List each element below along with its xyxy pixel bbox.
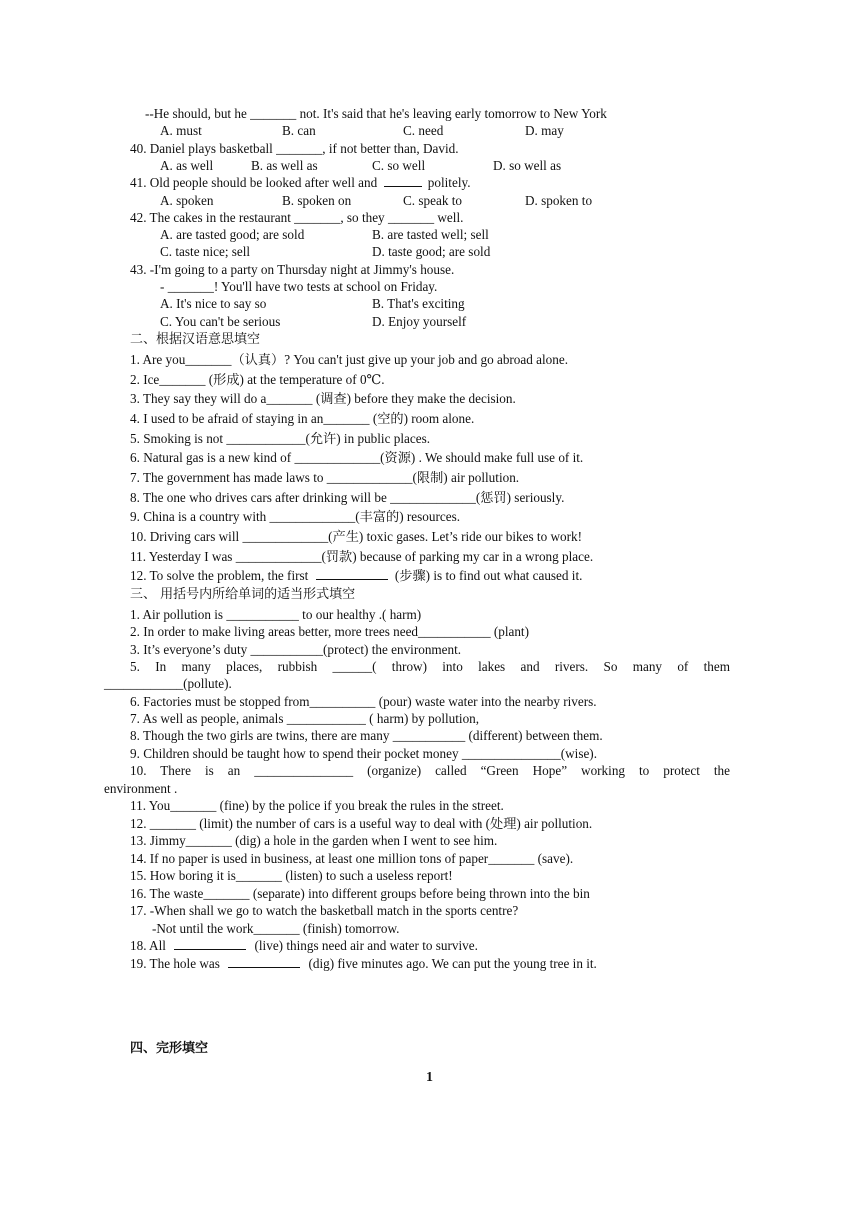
q41-text-before: 41. Old people should be looked after well and: [130, 175, 378, 190]
q43-line-1: 43. -I'm going to a party on Thursday night at Jimmy's house.: [130, 262, 455, 277]
q43-option-a: A. It's nice to say so: [160, 296, 267, 311]
sec2-item-10: 10. Driving cars will _____________(产生) toxic gases. Let’s ride our bikes to work!: [130, 529, 582, 544]
q39-line: --He should, but he _______ not. It's said that he's leaving early tomorrow to New York: [145, 106, 607, 121]
q41-text-after: politely.: [427, 175, 471, 190]
sec3-item-13: 13. Jimmy_______ (dig) a hole in the garden when I went to see him.: [130, 833, 498, 848]
q41-line: [130, 174, 471, 191]
sec3-item-15: 15. How boring it is_______ (listen) to such a useless report!: [130, 868, 453, 883]
sec3-item-3: 3. It’s everyone’s duty ___________(protect) the environment.: [130, 642, 462, 657]
sec2-item-11: 11. Yesterday I was _____________(罚款) because of parking my car in a wrong place.: [130, 549, 594, 564]
q42-option-d: D. taste good; are sold: [372, 244, 491, 259]
sec2-item-12-text-after: (步骤) is to find out what caused it.: [394, 568, 583, 583]
q41-blank[interactable]: [384, 174, 422, 187]
sec3-item-6: 6. Factories must be stopped from__________ (pour) waste water into the nearby rivers.: [130, 694, 597, 709]
sec3-item-8: 8. Though the two girls are twins, there are many ___________ (different) between them.: [130, 728, 603, 743]
q41-option-b: B. spoken on: [282, 193, 352, 208]
sec3-item-2: 2. In order to make living areas better, more trees need___________ (plant): [130, 624, 529, 639]
sec2-item-1: 1. Are you_______（认真）? You can't just give up your job and go abroad alone.: [130, 352, 568, 367]
q41-option-d: D. spoken to: [525, 193, 593, 208]
sec3-item-12: 12. _______ (limit) the number of cars is a useful way to deal with (处理) air pollution.: [130, 816, 593, 831]
q40-line: 40. Daniel plays basketball _______, if not better than, David.: [130, 141, 459, 156]
sec3-item-19: [130, 955, 597, 972]
sec3-item-9: 9. Children should be taught how to spend their pocket money _______________(wise).: [130, 746, 597, 761]
sec2-item-2: 2. Ice_______ (形成) at the temperature of 0℃.: [130, 372, 385, 387]
q40-option-c: C. so well: [372, 158, 426, 173]
q42-option-b: B. are tasted well; sell: [372, 227, 489, 242]
sec2-item-7: 7. The government has made laws to _____________(限制) air pollution.: [130, 470, 520, 485]
q42-option-a: A. are tasted good; are sold: [160, 227, 305, 242]
section-2-heading: 二、根据汉语意思填空: [130, 332, 261, 347]
sec3-item-16: 16. The waste_______ (separate) into different groups before being thrown into the bin: [130, 886, 590, 901]
sec3-item-10-line-1: 10. There is an _______________ (organize) called “Green Hope” working to protect the: [130, 763, 730, 778]
sec3-item-17-line-1: 17. -When shall we go to watch the basketball match in the sports centre?: [130, 903, 519, 918]
sec3-item-5-line-1: 5. In many places, rubbish ______( throw) into lakes and rivers. So many of them: [130, 659, 730, 674]
sec2-item-12: [130, 567, 582, 584]
sec3-item-18-text-before: 18. All: [130, 938, 166, 953]
q39-option-c: C. need: [403, 123, 444, 138]
section-3-heading: 三、 用括号内所给单词的适当形式填空: [130, 587, 356, 602]
sec3-item-18-blank[interactable]: [174, 937, 246, 950]
sec2-item-9: 9. China is a country with _____________(丰富的) resources.: [130, 509, 461, 524]
q42-option-c: C. taste nice; sell: [160, 244, 251, 259]
sec3-item-1: 1. Air pollution is ___________ to our healthy .( harm): [130, 607, 422, 622]
sec3-item-10-line-2: environment .: [104, 781, 178, 796]
sec2-item-8: 8. The one who drives cars after drinking will be _____________(惩罚) seriously.: [130, 490, 565, 505]
sec3-item-19-text-after: (dig) five minutes ago. We can put the young tree in it.: [308, 956, 597, 971]
q39-option-a: A. must: [160, 123, 202, 138]
q41-option-c: C. speak to: [403, 193, 462, 208]
q39-option-d: D. may: [525, 123, 564, 138]
sec3-item-18-text-after: (live) things need air and water to survive.: [254, 938, 478, 953]
q42-line: 42. The cakes in the restaurant _______, so they _______ well.: [130, 210, 464, 225]
q43-option-b: B. That's exciting: [372, 296, 465, 311]
q40-option-b: B. as well as: [251, 158, 318, 173]
q41-option-a: A. spoken: [160, 193, 214, 208]
section-4-heading: 四、完形填空: [130, 1041, 209, 1056]
sec3-item-14: 14. If no paper is used in business, at least one million tons of paper_______ (save).: [130, 851, 574, 866]
q43-line-2: - _______! You'll have two tests at school on Friday.: [160, 279, 438, 294]
sec3-item-19-text-before: 19. The hole was: [130, 956, 220, 971]
sec3-item-7: 7. As well as people, animals ____________ ( harm) by pollution,: [130, 711, 480, 726]
sec2-item-3: 3. They say they will do a_______ (调查) before they make the decision.: [130, 391, 516, 406]
sec2-item-5: 5. Smoking is not ____________(允许) in public places.: [130, 431, 430, 446]
q40-option-d: D. so well as: [493, 158, 562, 173]
sec2-item-4: 4. I used to be afraid of staying in an_______ (空的) room alone.: [130, 411, 475, 426]
sec3-item-19-blank[interactable]: [228, 955, 300, 968]
page-number: 1: [426, 1070, 433, 1085]
q43-option-d: D. Enjoy yourself: [372, 314, 467, 329]
sec3-item-18: [130, 937, 478, 954]
q43-option-c: C. You can't be serious: [160, 314, 281, 329]
q40-option-a: A. as well: [160, 158, 214, 173]
sec2-item-12-text-before: 12. To solve the problem, the first: [130, 568, 309, 583]
sec3-item-5-line-2: ____________(pollute).: [104, 676, 232, 691]
sec3-item-17-line-2: -Not until the work_______ (finish) tomorrow.: [152, 921, 400, 936]
sec2-item-12-blank[interactable]: [316, 567, 388, 580]
sec2-item-6: 6. Natural gas is a new kind of _____________(资源) . We should make full use of it.: [130, 450, 584, 465]
q39-option-b: B. can: [282, 123, 316, 138]
sec3-item-11: 11. You_______ (fine) by the police if you break the rules in the street.: [130, 798, 504, 813]
